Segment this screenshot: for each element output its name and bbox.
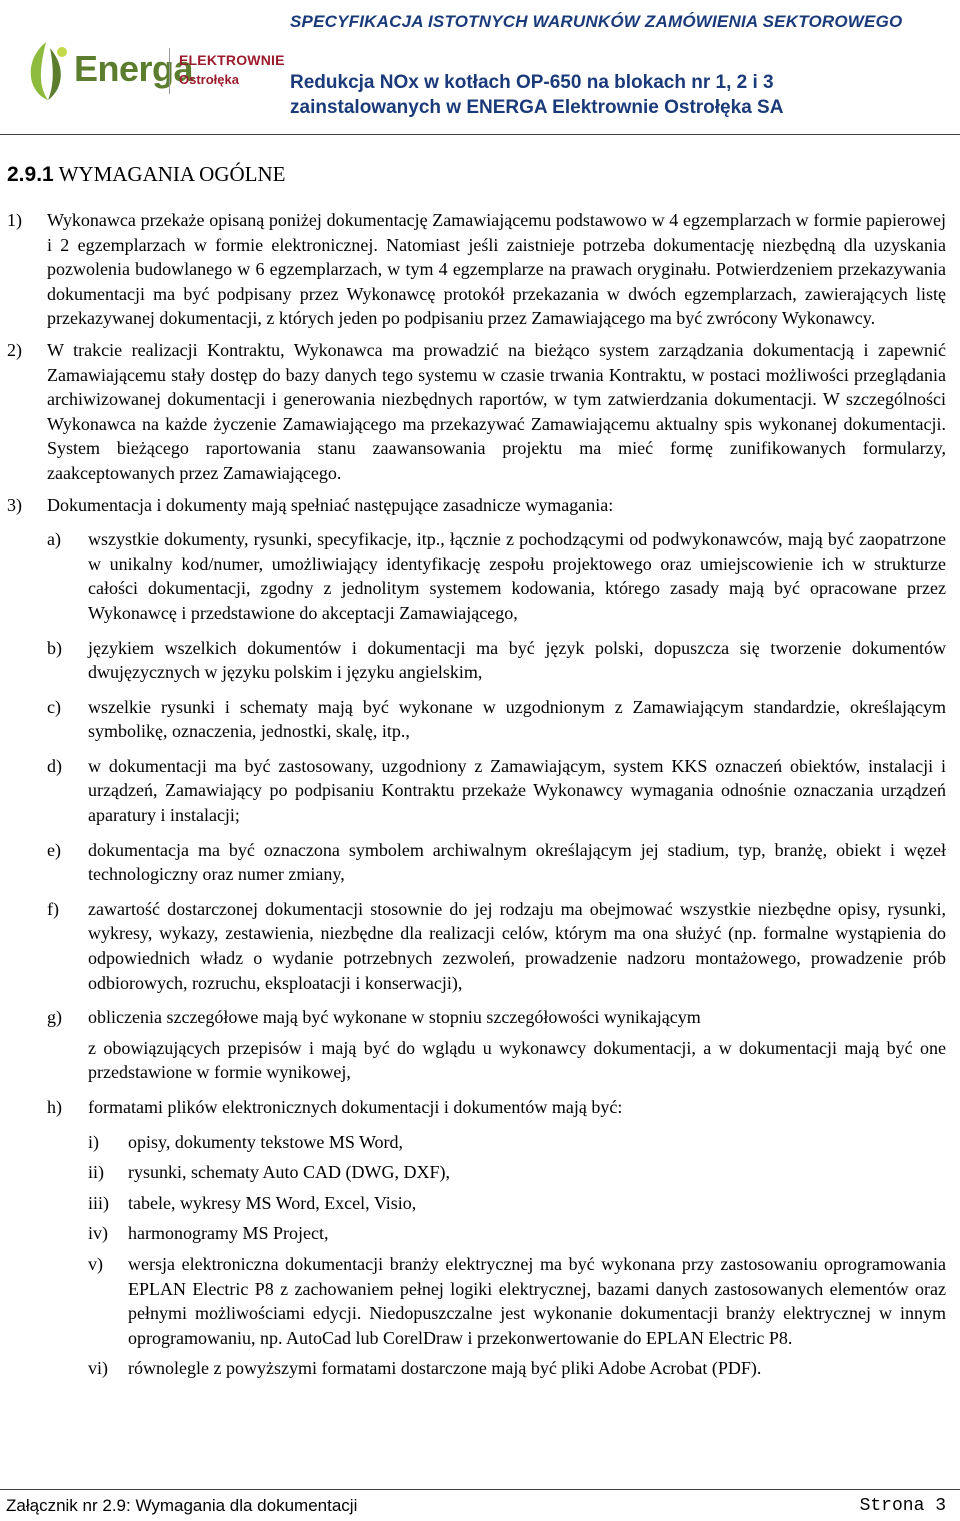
subitem-letter: h) xyxy=(47,1097,62,1117)
logo-line2: Ostrołęka xyxy=(179,72,239,87)
document-subtitle-line2: zainstalowanych w ENERGA Elektrownie Ostrołęka SA xyxy=(290,97,784,118)
roman-number: iii) xyxy=(88,1192,109,1213)
subitem-letter: g) xyxy=(47,1007,62,1028)
list-item xyxy=(7,208,946,331)
subitem-letter: b) xyxy=(47,637,62,658)
roman-list-item xyxy=(7,1252,946,1350)
roman-number: ii) xyxy=(88,1162,104,1183)
roman-number: iv) xyxy=(88,1223,108,1244)
sub-list-item xyxy=(7,838,946,887)
footer-rule xyxy=(0,1489,960,1490)
sub-list-item xyxy=(7,897,946,995)
header-rule xyxy=(0,134,960,135)
subitem-text-continued: z obowiązujących przepisów i mają być do wglądu u wykonawcy dokumentacji, a w dokumentacji mają być one przedstawione w formie wynikowej, xyxy=(88,1037,946,1083)
roman-list-item xyxy=(7,1356,946,1381)
roman-list-item xyxy=(7,1221,946,1246)
energa-leaf-icon xyxy=(24,38,70,104)
logo-line1: ELEKTROWNIE xyxy=(179,52,285,68)
sub-list-item xyxy=(7,527,946,625)
item-number: 2) xyxy=(7,339,22,360)
roman-number: v) xyxy=(88,1253,103,1274)
subitem-text: językiem wszelkich dokumentów i dokumentacji ma być język polski, dopuszcza się tworzenie dokumentów dwujęzycznych w języku polskim i języku angielskim, xyxy=(88,637,946,683)
subitem-letter: c) xyxy=(47,696,61,717)
section-number: 2.9.1 xyxy=(7,163,54,186)
subitem-text: dokumentacja ma być oznaczona symbolem archiwalnym określającym jej stadium, typ, branżę, obiekt i węzeł technologiczny oraz numer zmiany, xyxy=(88,839,946,885)
roman-text: harmonogramy MS Project, xyxy=(128,1223,329,1244)
roman-text: równolegle z powyższymi formatami dostarczone mają być pliki Adobe Acrobat (PDF). xyxy=(128,1358,762,1379)
roman-text: rysunki, schematy Auto CAD (DWG, DXF), xyxy=(128,1162,450,1183)
energa-logo xyxy=(24,38,285,108)
roman-number: vi) xyxy=(88,1358,108,1379)
roman-text: tabele, wykresy MS Word, Excel, Visio, xyxy=(128,1192,417,1213)
document-body xyxy=(7,208,946,1391)
item-text: W trakcie realizacji Kontraktu, Wykonawca ma prowadzić na bieżąco system zarządzania dokumentacją i zapewnić Zamawiającemu stały dostęp do bazy danych tego systemu w czasie trwania Kontraktu, w postaci możliwości przeglądania archiwizowanej dokumentacji i generowania niezbędnych raportów, w tym zatwierdzania dokumentacji. W szczególności Wykonawca na każde życzenie Zamawiającego ma przekazywać Zamawiającemu aktualny spis wykonanej dokumentacji. System bieżącego raportowania stanu zaawansowania projektu ma mieć formę zunifikowanych formularzy, zaakceptowanych przez Zamawiającego. xyxy=(47,339,946,483)
sub-list-item xyxy=(7,1095,946,1381)
subitem-text: obliczenia szczegółowe mają być wykonane w stopniu szczegółowości wynikającym xyxy=(88,1007,701,1028)
subitem-text: zawartość dostarczonej dokumentacji stosownie do jej rodzaju ma obejmować wszystkie niezbędne opisy, rysunki, wykresy, wykazy, zestawienia, niezbędne dla realizacji celów, którym ma ona służyć (np. formalne wystąpienia do odpowiednich władz o wydanie potrzebnych zezwoleń, prowadzenie nadzoru montażowego, prowadzenie prób odbiorowych, rozruchu, eksploatacji i konserwacji), xyxy=(88,898,946,993)
item-number: 1) xyxy=(7,210,22,230)
sub-list-item xyxy=(7,636,946,685)
subitem-text: wszystkie dokumenty, rysunki, specyfikacje, itp., łącznie z pochodzącymi od podwykonawców, mają być zaopatrzone w unikalny kod/numer, umożliwiający identyfikację zespołu projektowego oraz umiejscowienie ich w strukturze całości dokumentacji, zgodny z jednolitym systemem kodowania, którego zasady mają być opracowane przez Wykonawcę i przedstawione do akceptacji Zamawiającego, xyxy=(88,529,946,623)
subitem-letter: f) xyxy=(47,898,59,919)
subitem-text: wszelkie rysunki i schematy mają być wykonane w uzgodnionym z Zamawiającym standardzie, określającym symbolikę, oznaczenia, jednostki, skalę, itp., xyxy=(88,696,946,742)
list-item xyxy=(7,338,946,486)
item-number: 3) xyxy=(7,494,22,515)
roman-list-item xyxy=(7,1160,946,1185)
document-title: SPECYFIKACJA ISTOTNYCH WARUNKÓW ZAMÓWIENIA SEKTOROWEGO xyxy=(290,12,903,31)
page-number: Strona 3 xyxy=(859,1496,946,1516)
sub-list-item xyxy=(7,695,946,744)
list-item xyxy=(7,493,946,1381)
roman-list-item xyxy=(7,1191,946,1216)
sub-list-item xyxy=(7,754,946,828)
subitem-text: w dokumentacji ma być zastosowany, uzgodniony z Zamawiającym, system KKS oznaczeń obiektów, instalacji i urządzeń, Zamawiający po podpisaniu Kontraktu przekaże Wykonawcy wymagania odnośnie oznaczania urządzeń aparatury i instalacji; xyxy=(88,755,946,826)
page-header xyxy=(0,0,960,138)
roman-text: opisy, dokumenty tekstowe MS Word, xyxy=(128,1131,404,1152)
item-text: Dokumentacja i dokumenty mają spełniać następujące zasadnicze wymagania: xyxy=(47,494,614,515)
roman-text: wersja elektroniczna dokumentacji branży elektrycznej ma być wykonana przy zastosowaniu oprogramowania EPLAN Electric P8 z zachowaniem pełnej logiki elektrycznej, bazami danych zastosowanych elementów oraz pełnymi możliwościami edycji. Niedopuszczalne jest wykonanie dokumentacji branży elektrycznej w innym oprogramowaniu, np. AutoCad lub CorelDraw i przekonwertowanie do EPLAN Electric P8. xyxy=(128,1253,946,1348)
subitem-letter: e) xyxy=(47,839,61,860)
subitem-letter: d) xyxy=(47,755,62,776)
logo-brand: Energa xyxy=(74,48,194,89)
roman-list-item xyxy=(7,1130,946,1155)
document-subtitle-line1: Redukcja NOx w kotłach OP-650 na blokach nr 1, 2 i 3 xyxy=(290,72,774,93)
logo-divider xyxy=(169,48,170,94)
sub-list-item xyxy=(7,1005,946,1085)
section-title: WYMAGANIA OGÓLNE xyxy=(58,162,286,186)
section-heading xyxy=(7,162,285,187)
subitem-text: formatami plików elektronicznych dokumentacji i dokumentów mają być: xyxy=(88,1097,623,1117)
footer-attachment-label: Załącznik nr 2.9: Wymagania dla dokumentacji xyxy=(6,1496,358,1515)
item-text: Wykonawca przekaże opisaną poniżej dokumentację Zamawiającemu podstawowo w 4 egzemplarzach w formie papierowej i 2 egzemplarzach w formie elektronicznej. Natomiast jeśli zaistnieje potrzeba dokumentację niezbędną dla uzyskania pozwolenia budowlanego w 6 egzemplarzach, w tym 4 egzemplarze na prawach oryginału. Potwierdzeniem przekazywania dokumentacji ma być podpisany przez Wykonawcę protokół przekazania w dwóch egzemplarzach, zawierających listę przekazywanej dokumentacji, z których jeden po podpisaniu przez Zamawiającego ma być zwrócony Wykonawcy. xyxy=(47,210,946,329)
subitem-letter: a) xyxy=(47,529,61,550)
roman-number: i) xyxy=(88,1131,99,1152)
